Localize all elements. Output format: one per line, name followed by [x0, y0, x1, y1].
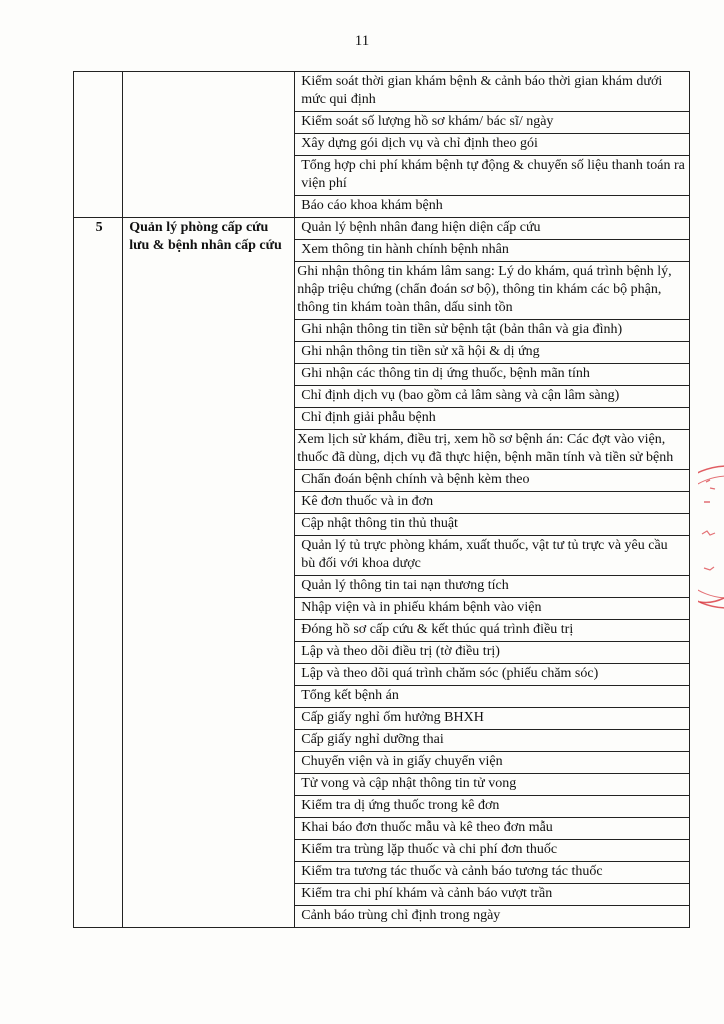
- feature-cell: Cập nhật thông tin thủ thuật: [295, 514, 690, 536]
- red-stamp-fragment: [698, 462, 724, 612]
- feature-cell: Kiểm soát thời gian khám bệnh & cảnh báo thời gian khám dưới mức qui định: [295, 72, 690, 112]
- feature-cell: Cảnh báo trùng chỉ định trong ngày: [295, 906, 690, 928]
- feature-cell: Xem thông tin hành chính bệnh nhân: [295, 240, 690, 262]
- feature-cell: Quản lý thông tin tai nạn thương tích: [295, 576, 690, 598]
- feature-cell: Ghi nhận thông tin tiền sử xã hội & dị ứng: [295, 342, 690, 364]
- feature-table: [73, 71, 690, 928]
- feature-cell: Lập và theo dõi điều trị (tờ điều trị): [295, 642, 690, 664]
- table-row: [74, 72, 690, 112]
- feature-cell: Chẩn đoán bệnh chính và bệnh kèm theo: [295, 470, 690, 492]
- feature-cell: Tổng hợp chi phí khám bệnh tự động & chuyển số liệu thanh toán ra viện phí: [295, 156, 690, 196]
- feature-cell: Cấp giấy nghỉ ốm hưởng BHXH: [295, 708, 690, 730]
- feature-cell: Nhập viện và in phiếu khám bệnh vào viện: [295, 598, 690, 620]
- row-number-cell: 5: [74, 218, 123, 928]
- feature-cell: Kê đơn thuốc và in đơn: [295, 492, 690, 514]
- page-number: 11: [354, 33, 370, 49]
- feature-cell: Chuyển viện và in giấy chuyển viện: [295, 752, 690, 774]
- module-cell-continued: [123, 72, 295, 218]
- feature-cell: Quản lý bệnh nhân đang hiện diện cấp cứu: [295, 218, 690, 240]
- feature-cell: Ghi nhận các thông tin dị ứng thuốc, bệnh mãn tính: [295, 364, 690, 386]
- feature-cell: Ghi nhận thông tin khám lâm sang: Lý do khám, quá trình bệnh lý, nhập triệu chứng (chẩn đoán sơ bộ), thông tin khám các bộ phận, thông tin khám toàn thân, dấu sinh tồn: [295, 262, 690, 320]
- feature-cell: Kiểm tra tương tác thuốc và cảnh báo tương tác thuốc: [295, 862, 690, 884]
- feature-cell: Xem lịch sử khám, điều trị, xem hồ sơ bệnh án: Các đợt vào viện, thuốc đã dùng, dịch vụ đã thực hiện, bệnh mãn tính và tiền sử bệnh: [295, 430, 690, 470]
- module-name-cell: Quản lý phòng cấp cứu lưu & bệnh nhân cấp cứu: [123, 218, 295, 928]
- feature-cell: Kiểm soát số lượng hồ sơ khám/ bác sĩ/ ngày: [295, 112, 690, 134]
- feature-cell: Ghi nhận thông tin tiền sử bệnh tật (bản thân và gia đình): [295, 320, 690, 342]
- feature-cell: Quản lý tủ trực phòng khám, xuất thuốc, vật tư tủ trực và yêu cầu bù đối với khoa dược: [295, 536, 690, 576]
- feature-cell: Xây dựng gói dịch vụ và chỉ định theo gói: [295, 134, 690, 156]
- feature-cell: Báo cáo khoa khám bệnh: [295, 196, 690, 218]
- feature-cell: Kiểm tra dị ứng thuốc trong kê đơn: [295, 796, 690, 818]
- feature-cell: Chỉ định dịch vụ (bao gồm cả lâm sàng và cận lâm sàng): [295, 386, 690, 408]
- feature-cell: Kiểm tra chi phí khám và cảnh báo vượt trần: [295, 884, 690, 906]
- feature-cell: Chỉ định giải phẫu bệnh: [295, 408, 690, 430]
- feature-cell: Khai báo đơn thuốc mẫu và kê theo đơn mẫu: [295, 818, 690, 840]
- feature-cell: Tổng kết bệnh án: [295, 686, 690, 708]
- feature-cell: Lập và theo dõi quá trình chăm sóc (phiếu chăm sóc): [295, 664, 690, 686]
- table-row: [74, 218, 690, 240]
- feature-cell: Cấp giấy nghỉ dưỡng thai: [295, 730, 690, 752]
- feature-cell: Tử vong và cập nhật thông tin tử vong: [295, 774, 690, 796]
- feature-cell: Kiểm tra trùng lặp thuốc và chi phí đơn thuốc: [295, 840, 690, 862]
- feature-cell: Đóng hồ sơ cấp cứu & kết thúc quá trình điều trị: [295, 620, 690, 642]
- row-number-cell-continued: [74, 72, 123, 218]
